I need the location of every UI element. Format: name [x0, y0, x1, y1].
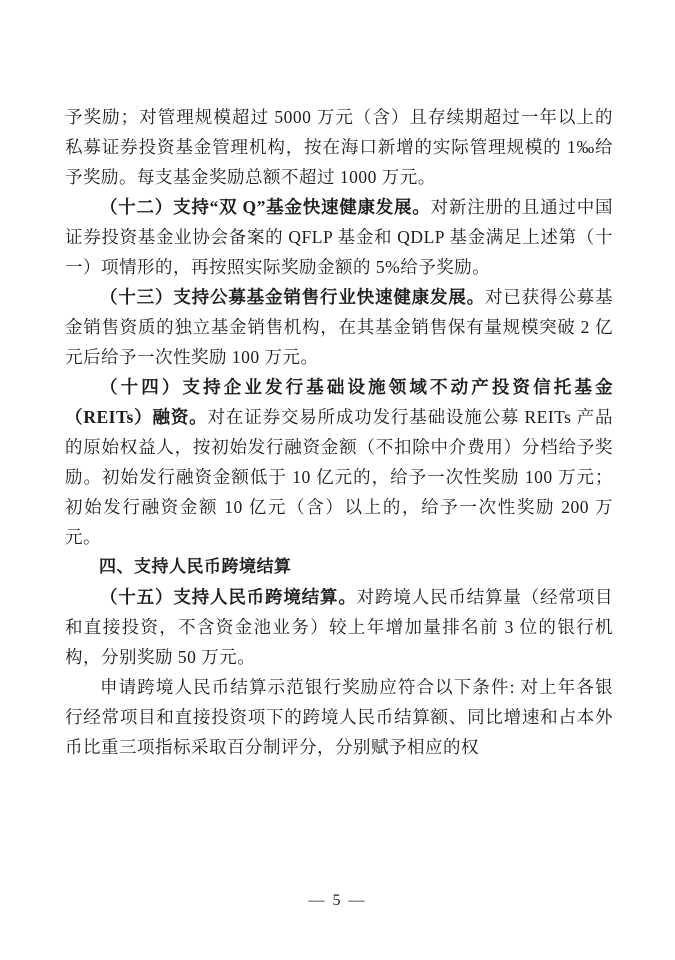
- paragraph-lead: （十五）支持人民币跨境结算。: [100, 587, 357, 607]
- section-heading: 四、支持人民币跨境结算: [99, 557, 292, 576]
- document-body: [65, 102, 613, 762]
- paragraph-text: 对已获得公募基金销售资质的独立基金销售机构，在其基金销售保有量规模突破 2 亿元后给予一次性奖励 100 万元。: [65, 287, 613, 367]
- paragraph-item-13: [65, 282, 613, 372]
- paragraph-item-14: [65, 372, 613, 552]
- paragraph-conditions: [65, 672, 613, 762]
- paragraph-continuation: [65, 102, 613, 192]
- paragraph-text: 对跨境人民币结算量（经常项目和直接投资，不含资金池业务）较上年增加量排名前 3 位的银行机构，分别奖励 50 万元。: [65, 587, 614, 667]
- paragraph-item-12: [65, 192, 613, 282]
- paragraph-lead: （十二）支持“双 Q”基金快速健康发展。: [100, 197, 431, 217]
- paragraph-text: 申请跨境人民币结算示范银行奖励应符合以下条件: 对上年各银行经常项目和直接投资项下的跨境人民币结算额、同比增速和占本外币比重三项指标采取百分制评分，分别赋予相应的权: [65, 677, 613, 757]
- page-number: — 5 —: [308, 892, 367, 909]
- paragraph-lead: （十三）支持公募基金销售行业快速健康发展。: [100, 287, 485, 307]
- paragraph-text: 对在证券交易所成功发行基础设施公募 REITs 产品的原始权益人，按初始发行融资金额（不扣除中介费用）分档给予奖励。初始发行融资金额低于 10 亿元的，给予一次性奖励 100 万元；初始发行融资金额 10 亿元（含）以上的，给予一次性奖励 200 万元。: [65, 407, 614, 547]
- paragraph-item-15: [65, 582, 613, 672]
- paragraph-text: 对新注册的且通过中国证券投资基金业协会备案的 QFLP 基金和 QDLP 基金满足上述第（十一）项情形的，再按照实际奖励金额的 5%给予奖励。: [65, 197, 613, 277]
- paragraph-text: 予奖励；对管理规模超过 5000 万元（含）且存续期超过一年以上的私募证券投资基金管理机构，按在海口新增的实际管理规模的 1‰给予奖励。每支基金奖励总额不超过 1000 万元。: [65, 107, 613, 187]
- paragraph-lead: （十四）支持企业发行基础设施领域不动产投资信托基金（REITs）融资。: [65, 377, 613, 427]
